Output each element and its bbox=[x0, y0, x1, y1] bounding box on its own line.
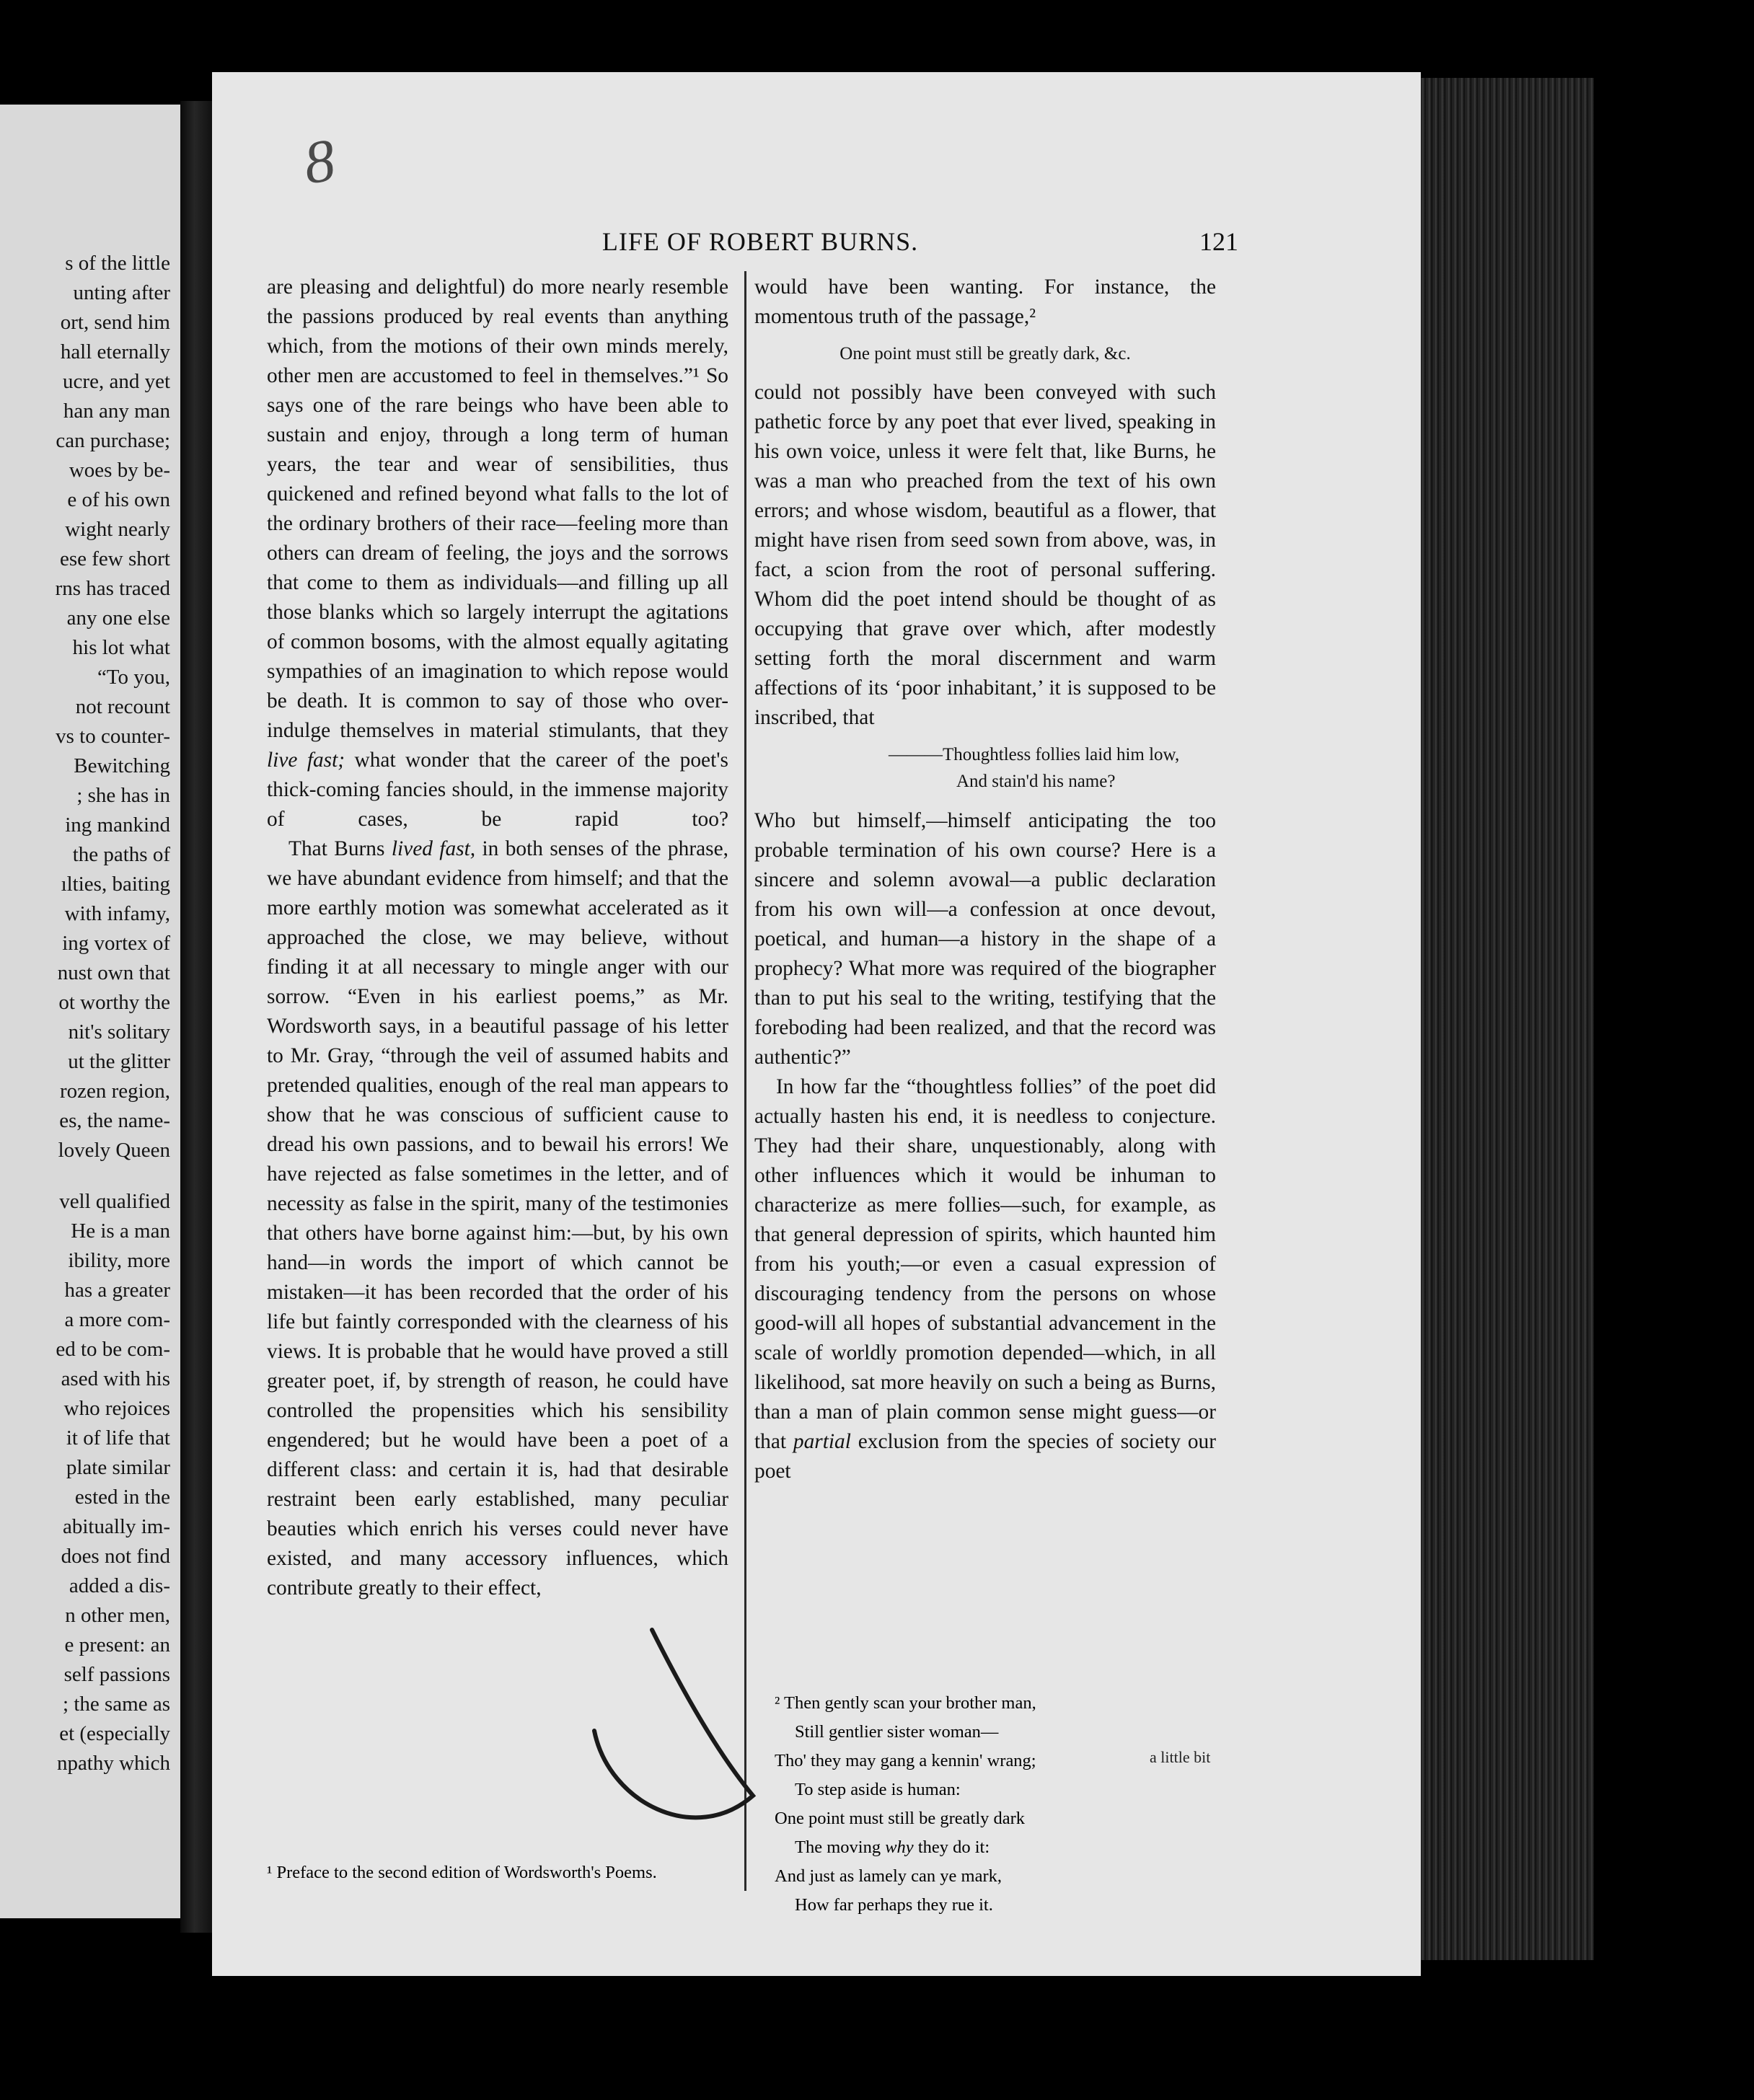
footnote-line: One point must still be greatly dark bbox=[775, 1809, 1026, 1828]
facing-page-line: n other men, bbox=[65, 1604, 170, 1627]
facing-page-line: it of life that bbox=[66, 1426, 170, 1450]
facing-page-line: rozen region, bbox=[60, 1080, 170, 1103]
facing-page-line: npathy which bbox=[56, 1752, 170, 1775]
facing-page-line: Bewitching bbox=[74, 754, 170, 777]
facing-page-line: vell qualified bbox=[59, 1190, 170, 1213]
facing-page-line: wight nearly bbox=[65, 518, 170, 541]
book-page bbox=[212, 72, 1421, 1976]
paragraph: are pleasing and delightful) do more nearly resemble the passions produced by real events than anything which, from the motions of their own minds merely, other men are accustomed to feel in themselves.”¹ So says one of the rare beings who have been able to sustain and enjoy, through a long term of human years, the tear and wear of sensibilities, thus quickened and refined beyond what falls to the lot of the ordinary brothers of their race—feeling more than others can dream of feeling, the joys and the sorrows that come to them as individuals—and filling up all those blanks which so largely interrupt the agitations of common bosoms, with the almost equally agitating sympathies of an imagination to which repose would be death. It is common to say of those who over-indulge themselves in material stimulants, that they live fast; what wonder that the career of the poet's thick-coming fancies should, in the immense majority of cases, be rapid too? bbox=[267, 275, 728, 831]
facing-page-line: with infamy, bbox=[64, 902, 170, 925]
facing-page-line: ort, send him bbox=[60, 311, 170, 334]
facing-page-line: ; she has in bbox=[76, 784, 170, 807]
facing-page-line: et (especially bbox=[59, 1722, 170, 1745]
ink-stroke-mark bbox=[573, 1615, 818, 1853]
facing-page-line: ese few short bbox=[59, 547, 170, 570]
facing-page-line: ing vortex of bbox=[62, 932, 170, 955]
facing-page-line: abitually im- bbox=[63, 1515, 170, 1538]
book-gutter bbox=[180, 101, 212, 1933]
paragraph: In how far the “thoughtless follies” of the poet did actually hasten his end, it is needless to conjecture. They had their share, unquestionably, along with other influences which it would be inhuman to characterize as mere follies—such, for example, as that general depression of spirits, which haunted him from his youth;—or even a casual expression of discouraging tendency from the persons on whose good-will all hopes of substantial advancement in the scale of worldly promotion depended—which, in all likelihood, sat more heavily on such a being as Burns, than a man of plain common sense might guess—or that partial exclusion from the species of society our poet bbox=[754, 1075, 1216, 1483]
facing-page-line: e of his own bbox=[67, 488, 170, 511]
verse-line: ———Thoughtless follies laid him low, bbox=[889, 745, 1180, 764]
facing-page-line: ased with his bbox=[61, 1367, 170, 1390]
facing-page-line: plate similar bbox=[66, 1456, 170, 1479]
facing-page-line: self passions bbox=[63, 1663, 170, 1686]
footnote-line: The moving why they do it: bbox=[795, 1838, 990, 1857]
facing-page-line: ed to be com- bbox=[56, 1338, 170, 1361]
facing-page-line: nit's solitary bbox=[68, 1020, 170, 1044]
facing-page-line: does not find bbox=[61, 1545, 170, 1568]
facing-page-line: ; the same as bbox=[63, 1693, 170, 1716]
background bbox=[1594, 115, 1754, 1918]
footnote-line: ² Then gently scan your brother man, bbox=[775, 1693, 1036, 1713]
footnote: ¹ Preface to the second edition of Wordsworth's Poems. bbox=[267, 1863, 657, 1882]
verse-line: And stain'd his name? bbox=[956, 772, 1116, 791]
facing-page-line: the paths of bbox=[72, 843, 170, 866]
facing-page-line: ut the glitter bbox=[68, 1050, 170, 1073]
facing-page-line: added a dis- bbox=[69, 1574, 170, 1597]
facing-page-line: has a greater bbox=[64, 1279, 170, 1302]
facing-page-line: his lot what bbox=[72, 636, 170, 659]
block-quote: One point must still be greatly dark, &c. bbox=[839, 344, 1131, 363]
facing-page-line: lovely Queen bbox=[58, 1139, 170, 1162]
facing-page-line: nust own that bbox=[57, 961, 170, 984]
pencil-annotation: 8 bbox=[299, 126, 340, 198]
running-head: LIFE OF ROBERT BURNS. bbox=[601, 227, 919, 256]
paragraph: could not possibly have been conveyed with such pathetic force by any poet that ever lived, speaking in his own voice, unless it were felt that, like Burns, he was a man who preached from the text of his own errors; and whose wisdom, beautiful as a flower, that might have risen from seed sown from above, was, in fact, a scion from the root of personal suffering. Whom did the poet intend should be thought of as occupying that grave over which, after modestly setting forth the moral discernment and warm affections of its ‘poor inhabitant,’ it is supposed to be inscribed, that bbox=[754, 381, 1216, 729]
facing-page-line: ing mankind bbox=[65, 813, 170, 837]
facing-page-line: es, the name- bbox=[59, 1109, 170, 1132]
facing-page-line: ibility, more bbox=[68, 1249, 170, 1272]
facing-page-line: hall eternally bbox=[60, 340, 170, 363]
facing-page-line: vs to counter- bbox=[56, 725, 170, 748]
facing-page-line: a more com- bbox=[64, 1308, 170, 1331]
facing-page-line: can purchase; bbox=[56, 429, 170, 452]
page-edges bbox=[1421, 78, 1594, 1960]
facing-page-line: ested in the bbox=[74, 1486, 170, 1509]
facing-page-line: “To you, bbox=[97, 666, 170, 689]
page-number: 121 bbox=[1199, 227, 1238, 256]
paragraph: would have been wanting. For instance, the momentous truth of the passage,² bbox=[754, 275, 1216, 328]
facing-page-line: ot worthy the bbox=[58, 991, 170, 1014]
facing-page-line: rns has traced bbox=[55, 577, 170, 600]
facing-page-fragment bbox=[0, 105, 180, 1918]
footnote-line: And just as lamely can ye mark, bbox=[775, 1866, 1002, 1886]
facing-page-line: any one else bbox=[66, 606, 170, 630]
right-column bbox=[754, 273, 1216, 1486]
footnote-line: Still gentlier sister woman— bbox=[795, 1722, 999, 1742]
facing-page-line: s of the little bbox=[65, 252, 170, 275]
facing-page-line: han any man bbox=[63, 400, 170, 423]
footnote-side-note: a little bit bbox=[1150, 1748, 1211, 1766]
paragraph: That Burns lived fast, in both senses of the phrase, we have abundant evidence from himself; and that the more earthly motion was somewhat accelerated as it approached the close, we may believe, without finding it at all necessary to mingle anger with our sorrow. “Even in his earliest poems,” as Mr. Wordsworth says, in a beautiful passage of his letter to Mr. Gray, “through the veil of assumed habits and pretended qualities, enough of the real man appears to show that he was conscious of sufficient cause to dread his own passions, and to bewail his errors! We have rejected as false sometimes in the letter, and of necessity as false in the spirit, many of the testimonies that others have borne against him:—but, by his own hand—in words the import of which cannot be mistaken—it has been recorded that the order of his life but faintly corresponded with the clearness of his views. It is probable that he would have proved a still greater poet, if, by strength of reason, he could have controlled the propensities which his sensibility engendered; but he would have been a poet of a different class: and certain it is, had that desirable restraint been early established, many peculiar beauties which enrich his verses could never have existed, and many accessory influences, which contribute greatly to their effect, bbox=[267, 837, 728, 1600]
footnote-verse bbox=[775, 1689, 1236, 1920]
facing-page-line: ucre, and yet bbox=[63, 370, 170, 393]
footnote-line: Tho' they may gang a kennin' wrang; bbox=[775, 1751, 1036, 1770]
facing-page-line: not recount bbox=[75, 695, 170, 718]
footnote-line: How far perhaps they rue it. bbox=[795, 1895, 993, 1915]
facing-page-line: who rejoices bbox=[63, 1397, 170, 1420]
paragraph: Who but himself,—himself anticipating the too probable termination of his own course? Here is a sincere and solemn avowal—a public declaration from his own will—a confession at once devout, poetical, and human—a history in the shape of a prophecy? What more was required of the biographer than to put his seal to the writing, testifying that the foreboding had been realized, and that the record was authentic?” bbox=[754, 809, 1216, 1069]
facing-page-line: woes by be- bbox=[69, 459, 170, 482]
footnote-line: To step aside is human: bbox=[795, 1780, 961, 1799]
left-column bbox=[267, 273, 728, 1603]
facing-page-line: ılties, baiting bbox=[61, 873, 170, 896]
verse-quote bbox=[754, 741, 1216, 795]
facing-page-line: e present: an bbox=[64, 1633, 170, 1656]
facing-page-line: unting after bbox=[73, 281, 170, 304]
facing-page-line: He is a man bbox=[71, 1219, 170, 1243]
